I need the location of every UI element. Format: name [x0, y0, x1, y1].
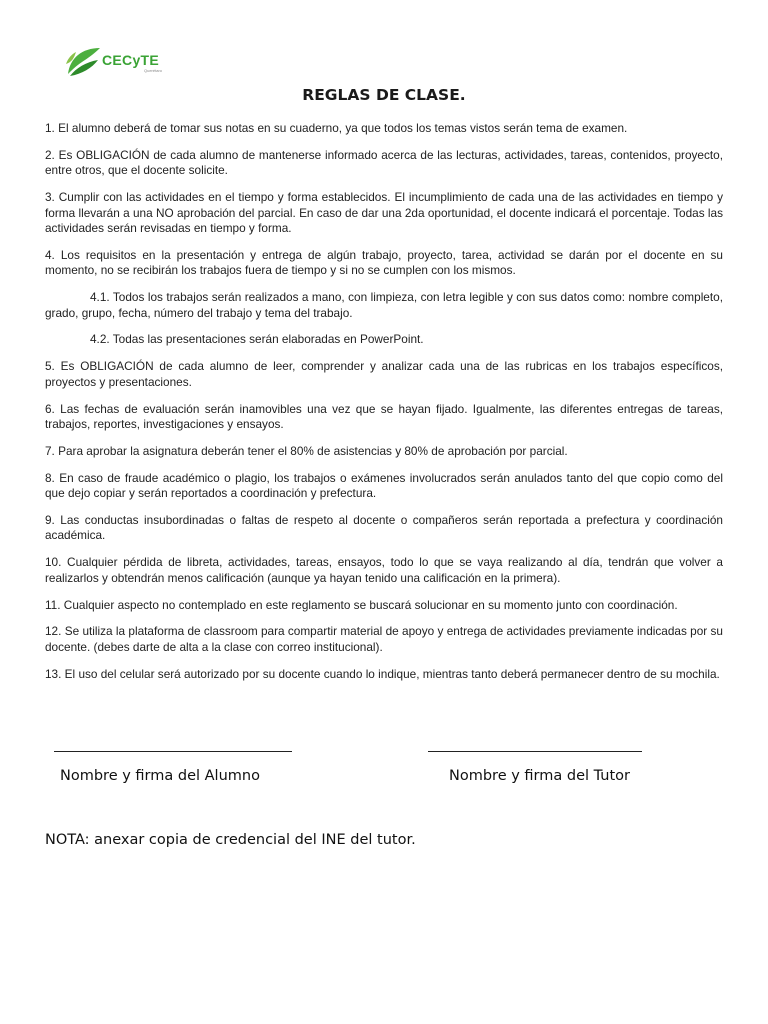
rules-list [45, 121, 723, 693]
rule-9: 9. Las conductas insubordinadas o faltas de respeto al docente o compañeros serán reportada a prefectura y coordinación académica. [45, 512, 723, 543]
page-title: REGLAS DE CLASE. [302, 86, 466, 104]
rule-1: 1. El alumno deberá de tomar sus notas en su cuaderno, ya que todos los temas vistos serán tema de examen. [45, 121, 628, 135]
rule-11: 11. Cualquier aspecto no contemplado en este reglamento se buscará solucionar en su momento junto con coordinación. [45, 597, 678, 612]
rule-4-2: 4.2. Todas las presentaciones serán elaboradas en PowerPoint. [90, 332, 424, 347]
note-text: NOTA: anexar copia de credencial del INE del tutor. [45, 832, 416, 848]
logo-subtitle: Querétaro [144, 68, 163, 73]
rule-8: 8. En caso de fraude académico o plagio, los trabajos o exámenes involucrados serán anulados tanto del que copio como del que dejo copiar y serán reportados a coordinación y prefectura. [45, 470, 723, 501]
rule-2: 2. Es OBLIGACIÓN de cada alumno de mantenerse informado acerca de las lecturas, actividades, tareas, contenidos, proyecto, entre otros, que el docente solicite. [45, 147, 723, 178]
student-signature-label: Nombre y firma del Alumno [60, 768, 260, 784]
student-signature-line [54, 751, 292, 752]
tutor-signature-line [428, 751, 642, 752]
rule-13: 13. El uso del celular será autorizado por su docente cuando lo indique, mientras tanto deberá permanecer dentro de su mochila. [45, 666, 720, 681]
cecyte-logo [64, 44, 174, 80]
rule-4-1: 4.1. Todos los trabajos serán realizados a mano, con limpieza, con letra legible y con sus datos como: nombre completo, grado, grupo, fecha, número del trabajo y tema del trabajo. [45, 290, 723, 320]
rule-10: 10. Cualquier pérdida de libreta, actividades, tareas, ensayos, todo lo que se vaya realizando al día, tendrán que volver a realizarlos y obtendrán menos calificación (aunque ya hayan tenido una calificación en la primera). [45, 555, 723, 585]
rule-12: 12. Se utiliza la plataforma de classroom para compartir material de apoyo y entrega de actividades previamente indicadas por su docente. (debes darte de alta a la clase con correo institucional). [45, 624, 723, 654]
rule-3: 3. Cumplir con las actividades en el tiempo y forma establecidos. El incumplimiento de cada una de las actividades en tiempo y forma llevarán a una NO aprobación del parcial. En caso de dar una 2da oportunidad, el docente indicará el porcentaje. Todas las actividades serán revisadas en tiempo y forma. [45, 190, 723, 236]
logo-text: CECyTE [102, 52, 160, 68]
rule-7: 7. Para aprobar la asignatura deberán tener el 80% de asistencias y 80% de aprobación por parcial. [45, 443, 568, 458]
rule-5: 5. Es OBLIGACIÓN de cada alumno de leer, comprender y analizar cada una de las rubricas en los trabajos específicos, proyectos y presentaciones. [45, 359, 723, 389]
tutor-signature-label: Nombre y firma del Tutor [449, 768, 630, 784]
leaf-icon [64, 44, 104, 80]
rule-4: 4. Los requisitos en la presentación y entrega de algún trabajo, proyecto, tarea, actividad se darán por el docente en su momento, no se recibirán los trabajos fuera de tiempo y si no se cumplen con los mismos. [45, 247, 723, 278]
rule-6: 6. Las fechas de evaluación serán inamovibles una vez que se hayan fijado. Igualmente, las diferentes entregas de tareas, trabajos, reportes, investigaciones y ensayos. [45, 401, 723, 432]
